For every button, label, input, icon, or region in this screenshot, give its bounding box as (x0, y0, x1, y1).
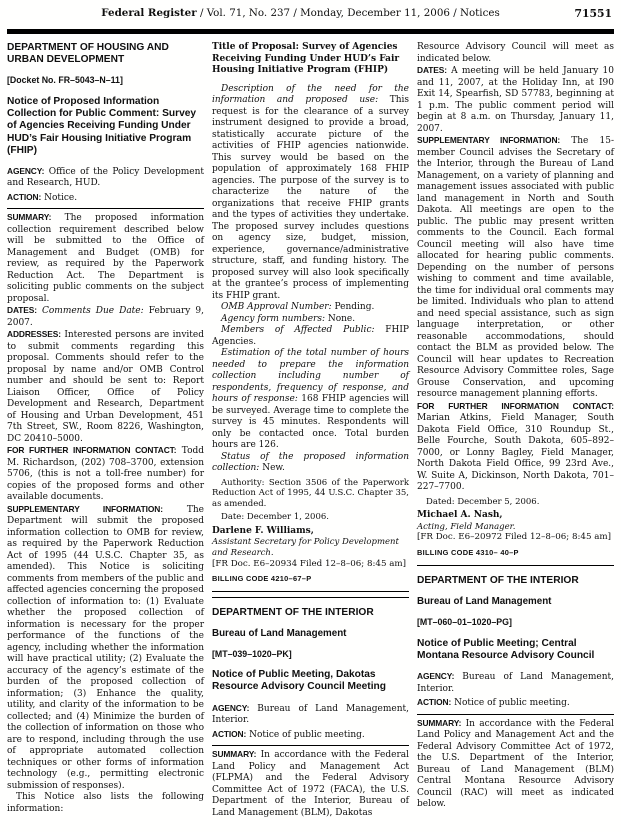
form-numbers-value: None. (324, 313, 356, 324)
contact-paragraph (417, 401, 614, 494)
description-text: This request is for the clearance of a survey instrument designed to provide a broad, statistically accurate picture of the activities of FHIP agencies nationwide. This survey would be based on the population of approximately 168 FHIP agencies. The purpose of the survey is to characterize the nature of the organizations that receive FHIP grants and the types of activities they undertake. The proposed survey includes questions on agency size, budget, mission, experience, governance/administrative structure, staff, and funding history. The proposed survey will also look specifically at the grantee’s process of implementing its FHIP grant. (212, 95, 409, 301)
notice-title-central-montana: Notice of Public Meeting; Central Montana Resource Advisory Council (417, 637, 595, 662)
status-line (212, 452, 409, 475)
action-rule (212, 745, 409, 746)
contact-paragraph (7, 445, 204, 504)
contact-text: Marian Atkins, Field Manager, South Dakota Field Office, 310 Roundup St., Belle Fourche, South Dakota, 605–892–7000, or Lonny Bagley, Field Manager, North Dakota Field Office, 99 23rd Ave., W. Suite A, Dickinson, North Dakota, 701–227–7700. (417, 413, 614, 492)
summary-label: SUMMARY: (212, 749, 257, 760)
status-value: New. (259, 463, 285, 473)
contact-label: FOR FURTHER INFORMATION CONTACT: (417, 400, 614, 411)
affected-public-lead: Members of Affected Public: (221, 325, 375, 335)
billing-code: BILLING CODE 4210–67–P (212, 574, 312, 584)
closing-paragraph: This Notice also lists the following information: (7, 792, 204, 814)
authority-paragraph (212, 478, 409, 510)
summary-label: SUMMARY: (417, 717, 462, 728)
supplementary-paragraph (7, 504, 204, 793)
agency-value: Bureau of Land Management, Interior. (212, 703, 409, 726)
proposal-title: Title of Proposal: Survey of Agencies Receiving Funding Under HUD’s Fair Housing Initiative Program (FHIP) (212, 42, 400, 75)
action-line (7, 192, 204, 205)
addresses-label: ADDRESSES: (7, 329, 61, 340)
dates-value: A meeting will be held January 10 and 11, 2007, at the Holiday Inn, at I90 Exit 14, Spearfish, SD 57783, beginning at 1 p.m. The public comment period will begin at 8 a.m. on Thursday, January 11, 2007. (417, 66, 614, 134)
addresses-text: Interested persons are invited to submit comments regarding this proposal. Comments should refer to the proposal by name and/or OMB Control number and should be sent to: Report Liaison Officer, Office of Policy Development and Research, Department of Housing and Urban Development, 451 7th Street, SW., Room 8226, Washington, DC 20410–5000. (7, 330, 204, 444)
omb-number-line (212, 302, 409, 314)
header-citation (7, 7, 614, 19)
dated-line: Dated: December 5, 2006. (426, 496, 540, 507)
agency-label: AGENCY: (212, 702, 250, 713)
description-lead: Description of the need for the information and proposed use: (212, 83, 409, 105)
header-citation-text: / Vol. 71, No. 237 / Monday, December 11, 2006 / Notices (199, 7, 500, 19)
summary-label: SUMMARY: (7, 212, 52, 223)
fr-doc-line: [FR Doc. E6–20972 Filed 12–8–06; 8:45 am] (417, 532, 612, 543)
estimation-text: 168 FHIP agencies will be surveyed. Average time to complete the survey is 45 minutes. Respondents will only be contacted once. Total burden hours are 126. (212, 394, 409, 450)
bureau-heading: Bureau of Land Management (417, 596, 552, 608)
dept-heading-hud: DEPARTMENT OF HOUSING AND URBAN DEVELOPMENT (7, 42, 169, 66)
action-label: ACTION: (7, 191, 42, 202)
summary-paragraph (417, 718, 614, 811)
contact-text: Todd M. Richardson, (202) 708–3700, extension 5706, (this is not a toll-free number) for copies of the proposed forms and other available documents. (7, 446, 205, 503)
agency-value: Bureau of Land Management, Interior. (417, 672, 614, 694)
summary-text: In accordance with the Federal Land Policy and Management Act and the Federal Advisory Committee Act of 1972, the U.S. Department of the Interior, Bureau of Land Management (BLM) Central Montana Resource Advisory Council (RAC) will meet as indicated below. (417, 718, 614, 810)
dates-label: DATES: (417, 65, 447, 75)
omb-number-lead: OMB Approval Number: (221, 302, 332, 312)
journal-title: Federal Register (101, 7, 197, 19)
agency-value: Office of the Policy Development and Research, HUD. (7, 166, 204, 189)
signature-name: Michael A. Nash, (417, 510, 503, 521)
document-separator (417, 565, 614, 566)
agency-label: AGENCY: (7, 165, 45, 176)
column-container (7, 42, 614, 819)
billing-code: BILLING CODE 4310– 40–P (417, 547, 519, 557)
supplementary-label: SUPPLEMENTARY INFORMATION: (417, 135, 561, 145)
contact-label: FOR FURTHER INFORMATION CONTACT: (7, 445, 177, 456)
summary-text: In accordance with the Federal Land Policy and Management Act (FLPMA) and the Federal Advisory Committee Act of 1972 (FACA), the U.S. Department of the Interior, Bureau of Land Management (BLM), Dakotas (212, 750, 409, 818)
summary-paragraph (212, 749, 409, 819)
action-rule (7, 208, 204, 209)
authority-label: Authority: (221, 477, 265, 488)
action-value: Notice. (41, 192, 78, 203)
dept-heading-interior: DEPARTMENT OF THE INTERIOR (212, 606, 374, 618)
estimation-paragraph (212, 348, 409, 452)
form-numbers-lead: Agency form numbers: (221, 313, 325, 324)
summary-paragraph (7, 212, 204, 305)
summary-continuation: Resource Advisory Council will meet as indicated below. (417, 42, 614, 64)
column-2 (212, 42, 409, 819)
action-label: ACTION: (212, 728, 247, 739)
action-rule (417, 714, 614, 715)
agency-line (7, 166, 204, 190)
agency-line (212, 703, 409, 727)
signature-title: Acting, Field Manager. (417, 521, 516, 532)
docket-number-blm-central: [MT–060–01–1020–PG] (417, 617, 512, 628)
status-lead: Status of the proposed information collection: (212, 451, 409, 473)
dates-paragraph (7, 305, 204, 329)
bureau-heading: Bureau of Land Management (212, 627, 347, 639)
action-line (417, 697, 614, 710)
authority-text: Section 3506 of the Paperwork Reduction Act of 1995, 44 U.S.C. Chapter 35, as amended. (212, 477, 409, 509)
page-header (7, 7, 614, 25)
docket-number-blm: [MT–039–1020–PK] (212, 648, 292, 659)
signature-name: Darlene F. Williams, (212, 525, 314, 536)
supplementary-paragraph (417, 135, 614, 401)
notice-title-dakotas: Notice of Public Meeting, Dakotas Resource Advisory Council Meeting (212, 669, 386, 693)
docket-number-hud: [Docket No. FR–5043–N–11] (7, 75, 123, 86)
agency-label: AGENCY: (417, 671, 455, 682)
supplementary-label: SUPPLEMENTARY INFORMATION: (7, 503, 163, 514)
dates-paragraph (417, 65, 614, 135)
dates-lead: Comments Due Date: (36, 306, 144, 317)
addresses-paragraph (7, 329, 204, 445)
document-separator (212, 591, 409, 598)
action-value: Notice of public meeting. (246, 729, 365, 740)
fr-doc-line: [FR Doc. E6–20934 Filed 12–8–06; 8:45 am] (212, 558, 407, 569)
form-numbers-line (212, 314, 409, 326)
date-line: Date: December 1, 2006. (221, 512, 329, 523)
supplementary-text: The 15-member Council advises the Secretary of the Interior, through the Bureau of Land Management, on a variety of planning and management issues associated with public land management in North and South Dakota. All meetings are open to the public. The public may present written comments to the Council. Each formal Council meeting will also have time allocated for hearing public comments. Depending on the number of persons wishing to comment and time available, the time for individual oral comments may be limited. Individuals who plan to attend and need special assistance, such as sign language interpretation, or other reasonable accommodations, should contact the BLM as provided below. The Council will hear updates to Recreation Resource Advisory Committee roles, Sage Grouse Conservation, and upcoming resource management planning efforts. (417, 136, 614, 399)
affected-public-line (212, 325, 409, 348)
signature-title: Assistant Secretary for Policy Development and Research. (212, 537, 399, 558)
column-1 (7, 42, 204, 819)
action-line (212, 729, 409, 742)
supplementary-text: The Department will submit the proposed information collection to OMB for review, as required by the Paperwork Reduction Act of 1995 (44 U.S.C. Chapter 35, as amended). This Notice is soliciting comments from members of the public and affected agencies concerning the proposed collection of information to: (1) Evaluate whether the proposed collection of information is necessary for the proper performance of the functions of the agency, including whether the information will have practical utility; (2) Evaluate the accuracy of the agency’s estimate of the burden of the proposed collection of information; (3) Enhance the quality, utility, and clarity of the information to be collected; and (4) Minimize the burden of the collection of information on those who are to respond, including through the use of appropriate automated collection techniques or other forms of information technology (e.g., permitting electronic submission of responses). (7, 504, 204, 791)
estimation-lead: Estimation of the total number of hours needed to prepare the information collection including number of respondents, frequency of response, and hours of response: (212, 348, 409, 404)
page-number: 71551 (574, 7, 612, 20)
dates-value: February 9, 2007. (7, 306, 205, 328)
agency-line (417, 671, 614, 695)
notice-title-hud: Notice of Proposed Information Collection for Public Comment: Survey of Agencies Receiving Funding Under HUD’s Fair Housing Initiative Program (FHIP) (7, 95, 197, 156)
affected-public-value: FHIP Agencies. (212, 325, 409, 347)
description-paragraph (212, 84, 409, 303)
omb-number-value: Pending. (331, 302, 375, 312)
header-double-rule (7, 29, 614, 34)
column-3 (417, 42, 614, 819)
action-label: ACTION: (417, 697, 452, 708)
summary-text: The proposed information collection requirement described below will be submitted to the Office of Management and Budget (OMB) for review, as required by the Paperwork Reduction Act. The Department is soliciting public comments on the subject proposal. (7, 213, 204, 304)
dept-heading-interior: DEPARTMENT OF THE INTERIOR (417, 575, 579, 587)
action-value: Notice of public meeting. (451, 698, 570, 709)
dates-label: DATES: (7, 305, 37, 316)
